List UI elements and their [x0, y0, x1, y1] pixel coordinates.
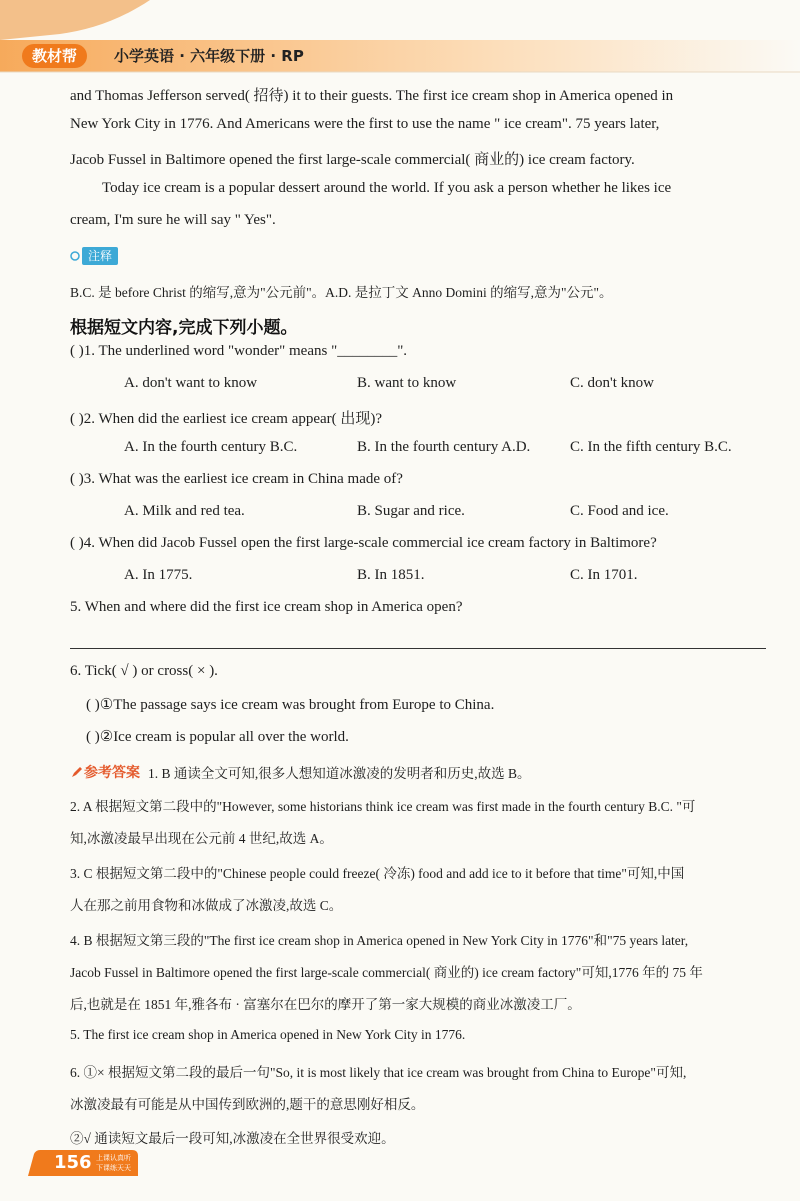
answer-1: 1. B 通读全文可知,很多人想知道冰激凌的发明者和历史,故选 B。 [148, 766, 531, 781]
passage-line: New York City in 1776. And Americans were the first to use the name " ice cream". 75 years later, [70, 116, 660, 132]
page-header [0, 0, 800, 80]
q3-option-b: B. Sugar and rice. [357, 503, 465, 519]
page-number-badge [28, 1150, 138, 1176]
answer-tag [70, 762, 140, 782]
task-heading: 根据短文内容,完成下列小题。 [70, 318, 298, 338]
note-label: 注释 [82, 247, 118, 265]
note-text: B.C. 是 before Christ 的缩写,意为"公元前"。A.D. 是拉丁文 Anno Domini 的缩写,意为"公元"。 [70, 285, 613, 300]
footer-slogan-2: 下课练天天 [96, 1164, 131, 1172]
question-6: 6. Tick( √ ) or cross( × ). [70, 663, 218, 679]
question-6-2: ( )②Ice cream is popular all over the world. [86, 729, 349, 745]
question-2: ( )2. When did the earliest ice cream appear( 出现)? [70, 411, 383, 427]
q4-option-a: A. In 1775. [124, 567, 193, 583]
book-title: 小学英语 · 六年级下册 · RP [114, 47, 304, 65]
brand-badge: 教材帮 [22, 44, 87, 68]
q1-option-a: A. don't want to know [124, 375, 258, 391]
footer-slogan-1: 上课认真听 [96, 1154, 131, 1162]
question-5: 5. When and where did the first ice cream shop in America open? [70, 599, 463, 615]
answer-4-line: Jacob Fussel in Baltimore opened the first large-scale commercial( 商业的) ice cream factory"可知,1776 年的 75 年 [70, 965, 703, 980]
answer-label: 参考答案 [84, 765, 140, 781]
q2-option-a: A. In the fourth century B.C. [124, 439, 298, 455]
note-icon [70, 251, 80, 261]
passage-line: Today ice cream is a popular dessert around the world. If you ask a person whether he likes ice [102, 180, 672, 196]
answer-2-line: 知,冰激凌最早出现在公元前 4 世纪,故选 A。 [70, 831, 333, 846]
q3-option-c: C. Food and ice. [570, 503, 669, 519]
answer-6-line: 冰激凌最有可能是从中国传到欧洲的,题干的意思刚好相反。 [70, 1097, 425, 1112]
answer-line[interactable] [70, 648, 766, 649]
q1-option-b: B. want to know [357, 375, 457, 391]
passage-line: and Thomas Jefferson served( 招待) it to their guests. The first ice cream shop in America opened in [70, 88, 674, 104]
answer-4-line: 后,也就是在 1851 年,雅各布 · 富塞尔在巴尔的摩开了第一家大规模的商业冰激凌工厂。 [70, 997, 581, 1012]
q4-option-b: B. In 1851. [357, 567, 425, 583]
answer-6-line: ②√ 通读短文最后一段可知,冰激凌在全世界很受欢迎。 [70, 1131, 395, 1146]
q2-option-b: B. In the fourth century A.D. [357, 439, 531, 455]
q3-option-a: A. Milk and red tea. [124, 503, 245, 519]
q1-option-c: C. don't know [570, 375, 654, 391]
passage-line: cream, I'm sure he will say " Yes". [70, 212, 276, 228]
answer-4-line: 4. B 根据短文第三段的"The first ice cream shop in America opened in New York City in 1776"和"75 years later, [70, 933, 689, 948]
question-4: ( )4. When did Jacob Fussel open the first large-scale commercial ice cream factory in Baltimore? [70, 535, 657, 551]
answer-2-line: 2. A 根据短文第二段中的"However, some historians think ice cream was first made in the fourth century B.C. "可 [70, 799, 696, 814]
answer-6-line: 6. ①× 根据短文第二段的最后一句"So, it is most likely that ice cream was brought from China to Europe"可知, [70, 1065, 687, 1080]
q4-option-c: C. In 1701. [570, 567, 638, 583]
passage-line: Jacob Fussel in Baltimore opened the first large-scale commercial( 商业的) ice cream factory. [70, 152, 635, 168]
question-1: ( )1. The underlined word "wonder" means "________". [70, 343, 408, 359]
answer-3-line: 3. C 根据短文第二段中的"Chinese people could freeze( 冷冻) food and add ice to it before that time"可知,中国 [70, 866, 685, 881]
question-3: ( )3. What was the earliest ice cream in China made of? [70, 471, 403, 487]
header-swoosh-decoration [0, 0, 800, 80]
answer-5: 5. The first ice cream shop in America opened in New York City in 1776. [70, 1027, 466, 1042]
note-tag [70, 247, 118, 265]
question-6-1: ( )①The passage says ice cream was brought from Europe to China. [86, 697, 495, 713]
answer-3-line: 人在那之前用食物和冰做成了冰激凌,故选 C。 [70, 898, 343, 913]
pen-icon [70, 765, 84, 779]
page-number: 156 [54, 1152, 92, 1173]
q2-option-c: C. In the fifth century B.C. [570, 439, 732, 455]
